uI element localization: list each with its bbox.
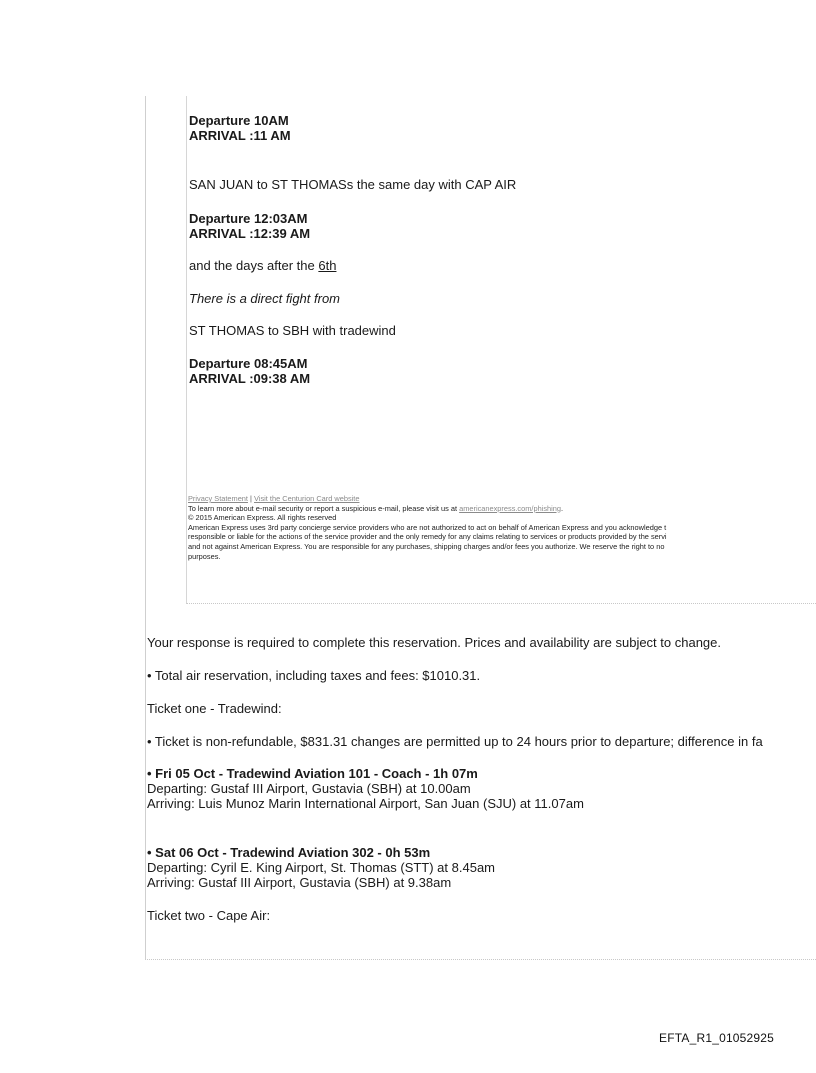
- disclaimer-line: American Express uses 3rd party concierge service providers who are not authorized to act on behalf of American Express and you acknowledge t: [188, 522, 667, 532]
- response-required-text: Your response is required to complete this reservation. Prices and availability are subject to change.: [147, 635, 721, 650]
- route-st-thomas-sbh: ST THOMAS to SBH with tradewind: [189, 323, 396, 338]
- centurion-card-link[interactable]: Visit the Centurion Card website: [254, 494, 360, 503]
- phishing-prefix: To learn more about e-mail security or report a suspicious e-mail, please visit us at: [188, 503, 460, 513]
- document-id: EFTA_R1_01052925: [659, 1031, 775, 1045]
- arrival-time-1: ARRIVAL :11 AM: [189, 128, 291, 143]
- footer-links: [188, 494, 816, 504]
- disclaimer-line: responsible or liable for the actions of the service provider and the only remedy for any claims relating to services or products provided by the servi: [188, 532, 667, 542]
- flight-1-title: • Fri 05 Oct - Tradewind Aviation 101 - Coach - 1h 07m: [147, 766, 478, 781]
- phishing-link[interactable]: americanexpress.com/phishing: [459, 503, 561, 513]
- arrival-time-2: ARRIVAL :12:39 AM: [189, 226, 311, 241]
- copyright-notice: © 2015 American Express. All rights reserved: [188, 513, 337, 523]
- route-san-juan-st-thomas: SAN JUAN to ST THOMASs the same day with CAP AIR: [189, 177, 517, 192]
- days-after-prefix: and the days after the: [189, 258, 319, 273]
- refund-policy-text: • Ticket is non-refundable, $831.31 changes are permitted up to 24 hours prior to departure; difference in fa: [147, 734, 763, 749]
- flight-1-arriving: Arriving: Luis Munoz Marin International Airport, San Juan (SJU) at 11.07am: [147, 796, 584, 811]
- flight-2-title: • Sat 06 Oct - Tradewind Aviation 302 - 0h 53m: [147, 845, 431, 860]
- footer-separator: |: [250, 494, 252, 503]
- total-reservation-text: • Total air reservation, including taxes and fees: $1010.31.: [147, 668, 481, 683]
- flight-1-departing: Departing: Gustaf III Airport, Gustavia (SBH) at 10.00am: [147, 781, 471, 796]
- date-link-6th[interactable]: 6th: [318, 258, 337, 273]
- disclaimer-line: and not against American Express. You are responsible for any purchases, shipping charges and/or fees you authorize. We reserve the right to no: [188, 541, 665, 551]
- arrival-time-3: ARRIVAL :09:38 AM: [189, 371, 311, 386]
- flight-2-departing: Departing: Cyril E. King Airport, St. Thomas (STT) at 8.45am: [147, 860, 495, 875]
- privacy-statement-link[interactable]: Privacy Statement: [188, 494, 248, 503]
- departure-time-3: Departure 08:45AM: [189, 356, 308, 371]
- flight-2-arriving: Arriving: Gustaf III Airport, Gustavia (SBH) at 9.38am: [147, 875, 452, 890]
- phishing-notice: [188, 504, 816, 514]
- ticket-two-heading: Ticket two - Cape Air:: [147, 908, 271, 923]
- phishing-suffix: .: [560, 503, 564, 513]
- disclaimer-line: purposes.: [188, 551, 221, 561]
- days-after-line: [189, 259, 336, 273]
- departure-time-2: Departure 12:03AM: [189, 211, 308, 226]
- departure-time-1: Departure 10AM: [189, 113, 289, 128]
- email-footer: [188, 494, 816, 561]
- ticket-one-heading: Ticket one - Tradewind:: [147, 701, 282, 716]
- direct-flight-note: There is a direct fight from: [189, 291, 340, 306]
